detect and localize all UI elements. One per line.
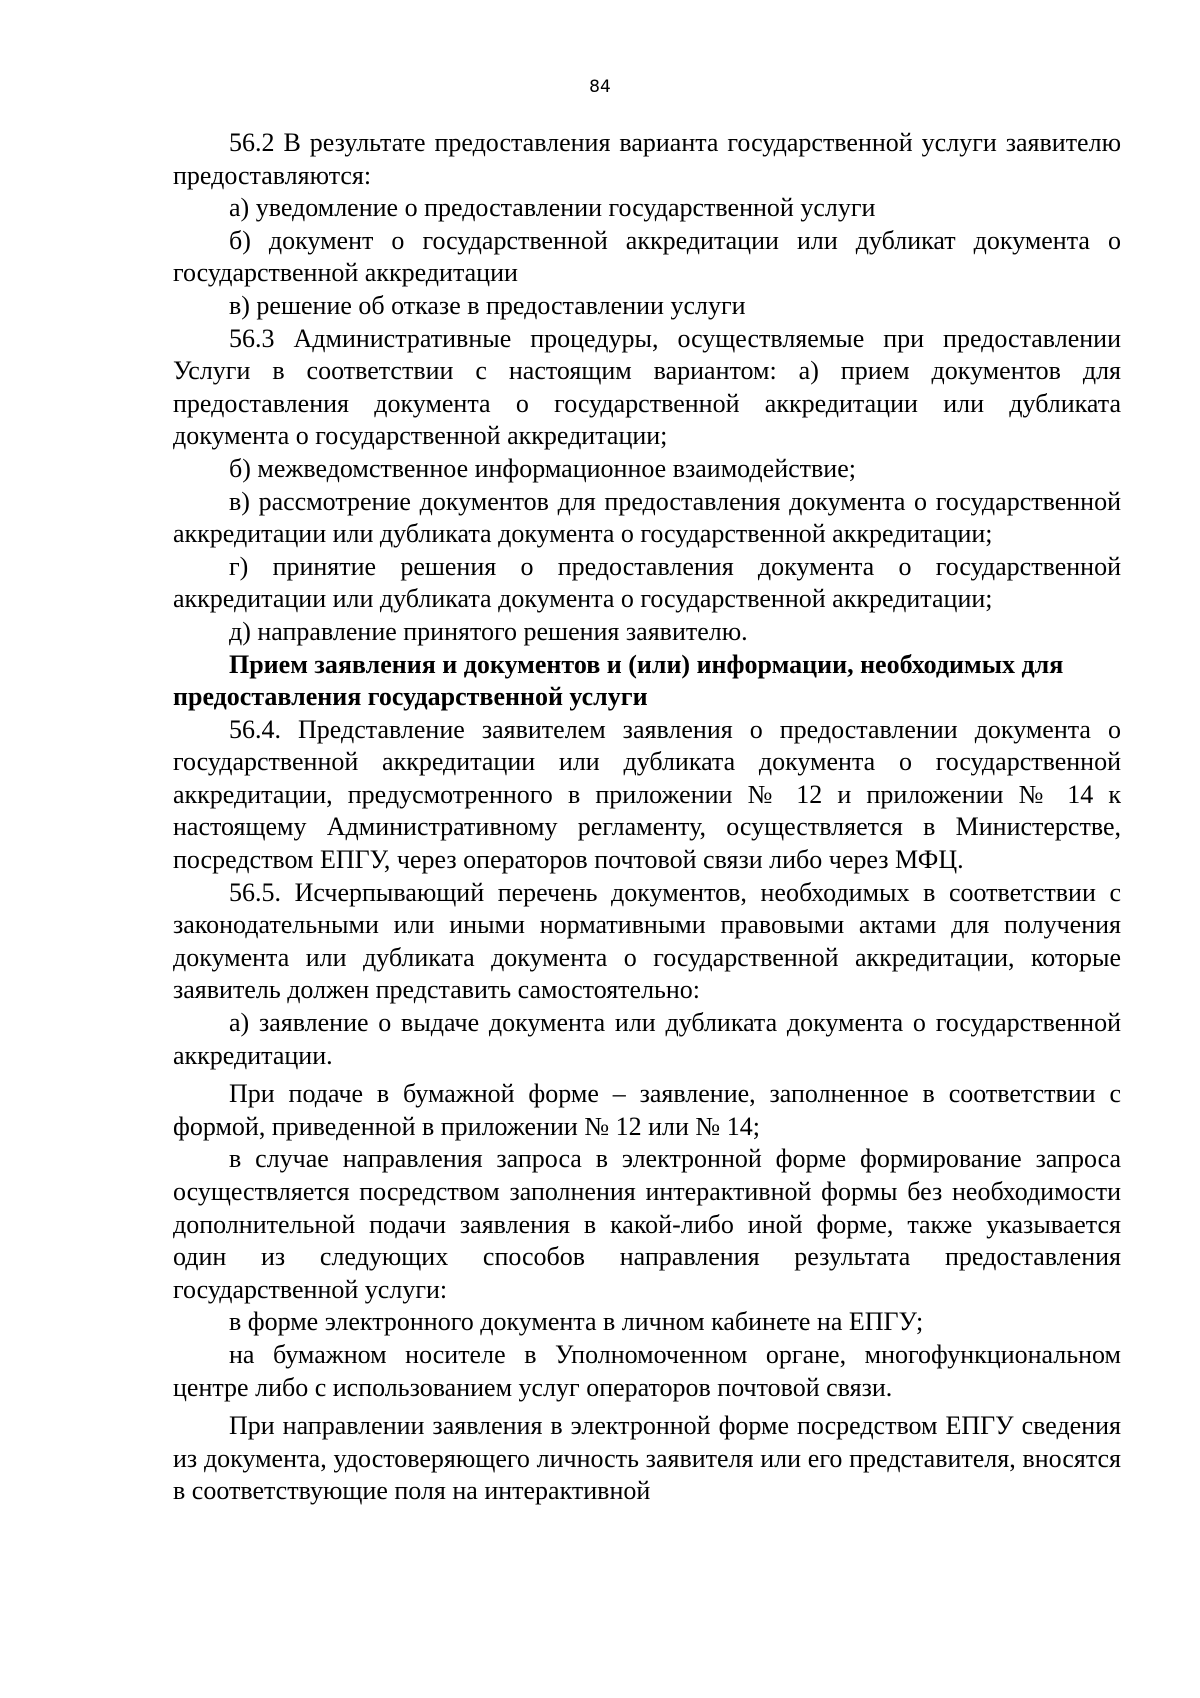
list-item-b: б) межведомственное информационное взаимодействие; <box>229 453 856 483</box>
list-item-a: а) уведомление о предоставлении государственной услуги <box>229 193 876 223</box>
list-item-v: в) рассмотрение документов для предоставления документа о государственной аккредитации или дубликата документа о государственной аккредитации; <box>173 486 1121 549</box>
paragraph-56-3: 56.3 Административные процедуры, осуществляемые при предоставлении Услуги в соответствии с настоящим вариантом: а) прием документов для предоставления документа о государственной аккредитации или дубликата документа о государственной аккредитации; <box>173 323 1121 451</box>
list-item-a: а) заявление о выдаче документа или дубликата документа о государственной аккредитации. <box>173 1008 1121 1070</box>
paragraph-56-4: 56.4. Представление заявителем заявления о предоставлении документа о государственной аккредитации или дубликата документа о государственной аккредитации, предусмотренного в приложении № 12 и приложении № 14 к настоящему Административному регламенту, осуществляется в Министерстве, посредством ЕПГУ, через операторов почтовой связи либо через МФЦ. <box>173 714 1121 875</box>
paragraph: При направлении заявления в электронной форме посредством ЕПГУ сведения из документа, удостоверяющего личность заявителя или его представителя, вносятся в соответствующие поля на интерактивной <box>173 1411 1121 1506</box>
list-item-b: б) документ о государственной аккредитации или дубликат документа о государственной аккредитации <box>173 225 1121 288</box>
paragraph: в случае направления запроса в электронной форме формирование запроса осуществляется посредством заполнения интерактивной формы без необходимости дополнительной подачи заявления в какой-либо иной форме, также указывается один из следующих способов направления результата предоставления государственной услуги: <box>173 1144 1121 1304</box>
paragraph: При подаче в бумажной форме – заявление, заполненное в соответствии с формой, приведенной в приложении № 12 или № 14; <box>173 1079 1121 1141</box>
list-item: в форме электронного документа в личном кабинете на ЕПГУ; <box>229 1307 924 1337</box>
list-item-d: д) направление принятого решения заявителю. <box>229 616 748 646</box>
document-body <box>173 127 1121 1508</box>
paragraph-56-2: 56.2 В результате предоставления варианта государственной услуги заявителю предоставляются: <box>173 128 1121 190</box>
section-heading: Прием заявления и документов и (или) информации, необходимых для предоставления государственной услуги <box>173 649 1064 712</box>
list-item-g: г) принятие решения о предоставления документа о государственной аккредитации или дубликата документа о государственной аккредитации; <box>173 551 1121 614</box>
list-item-v: в) решение об отказе в предоставлении услуги <box>229 290 746 320</box>
page-number: 84 <box>589 77 611 97</box>
paragraph-56-5: 56.5. Исчерпывающий перечень документов, необходимых в соответствии с законодательными или иными нормативными правовыми актами для получения документа или дубликата документа о государственной аккредитации, которые заявитель должен представить самостоятельно: <box>173 877 1121 1005</box>
list-item: на бумажном носителе в Уполномоченном органе, многофункциональном центре либо с использованием услуг операторов почтовой связи. <box>173 1339 1121 1402</box>
